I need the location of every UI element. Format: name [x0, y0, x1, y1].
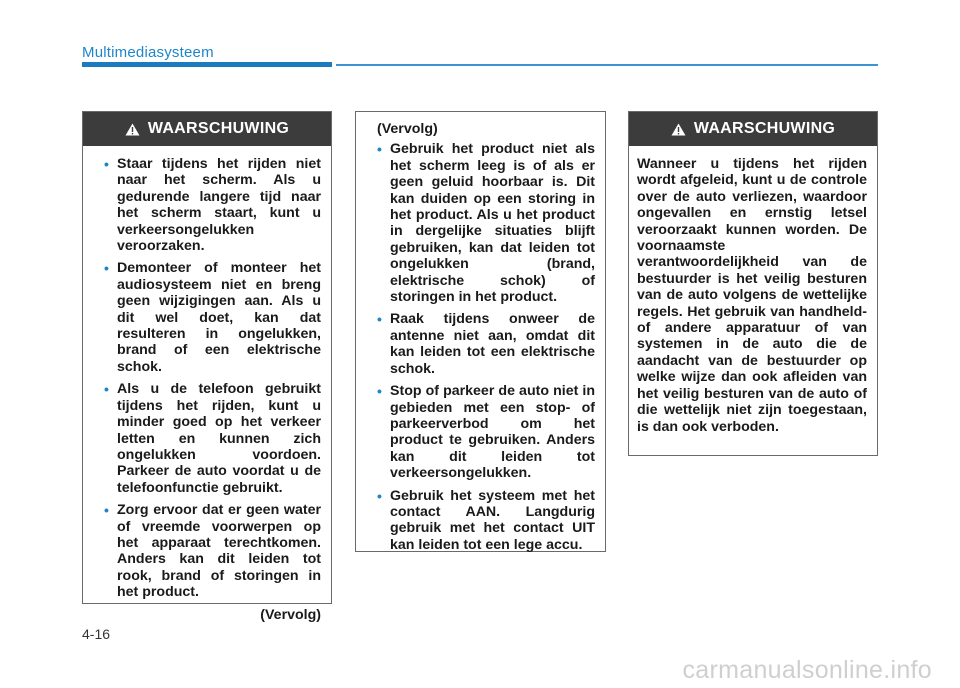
warning-list: [104, 156, 321, 601]
header-rule-thin: [336, 64, 878, 66]
warning-header: [83, 112, 331, 146]
header-rule-thick: [82, 62, 332, 67]
list-item: • Stop of parkeer de auto niet in gebieden met een stop- of parkeerverbod om het product te gebruiken. Anders kan dit leiden tot verkeersongelukken.: [377, 383, 595, 482]
bullet-icon: •: [104, 260, 109, 277]
bullet-icon: •: [377, 141, 382, 158]
list-item: • Gebruik het product niet als het scherm leeg is of als er geen geluid hoorbaar is. Dit kan duiden op een storing in het product. Als u het product in dergelijke situaties blijft gebruiken, kan dat leiden tot ongelukken (brand, elektrische schok) of storingen in het product.: [377, 141, 595, 306]
list-item: • Demonteer of monteer het audiosysteem niet en breng geen wijzigingen aan. Als u dit wel doet, kan dat resulteren in ongelukken, brand of een elektrische schok.: [104, 260, 321, 375]
bullet-icon: •: [377, 383, 382, 400]
bullet-icon: •: [377, 311, 382, 328]
warning-text: Wanneer u tijdens het rijden wordt afgeleid, kunt u de controle over de auto verliezen, waardoor ongevallen en ernstig letsel veroorzaakt kunnen worden. De voornaamste verantwoordelijkheid van de bestuurder is het veilig besturen van de auto volgens de wettelijke regels. Het gebruik van handheld- of andere apparatuur of van systemen in de auto die de aandacht van de bestuurder op welke wijze dan ook afleiden van het veilig besturen van de auto of die wettelijk niet zijn toegestaan, is dan ook verboden.: [637, 156, 867, 435]
warning-header: [629, 112, 877, 146]
list-item: • Gebruik het systeem met het contact AAN. Langdurig gebruik met het contact UIT kan leiden tot een lege accu.: [377, 487, 595, 553]
continuation-body: [356, 112, 605, 569]
bullet-icon: •: [377, 487, 382, 504]
watermark: carmanualsonline.info: [682, 656, 932, 684]
warning-list: [377, 141, 595, 553]
bullet-icon: •: [104, 381, 109, 398]
warning-body: [83, 146, 331, 633]
warning-title: WAARSCHUWING: [147, 120, 290, 137]
warning-body: [629, 146, 877, 445]
continued-label: (Vervolg): [377, 121, 438, 137]
continued-label: (Vervolg): [260, 606, 321, 623]
warning-triangle-icon: [125, 123, 140, 136]
list-item: • Als u de telefoon gebruikt tijdens het rijden, kunt u minder goed op het verkeer letten en kunnen zich ongelukken voordoen. Parkeer de auto voordat u de telefoonfunctie gebruikt.: [104, 381, 321, 496]
continuation-box: [355, 111, 606, 552]
page-number: 4-16: [82, 626, 111, 642]
warning-triangle-icon: [671, 123, 686, 136]
bullet-icon: •: [104, 502, 109, 519]
list-item: • Staar tijdens het rijden niet naar het scherm. Als u gedurende langere tijd naar het scherm staart, kunt u verkeersongelukken veroorzaken.: [104, 156, 321, 255]
list-item: • Zorg ervoor dat er geen water of vreemde voorwerpen op het apparaat terechtkomen. Anders kan dit leiden tot rook, brand of storingen in het product.: [104, 502, 321, 601]
section-title: Multimediasysteem: [82, 44, 214, 61]
warning-box-right: [628, 111, 878, 456]
bullet-icon: •: [104, 156, 109, 172]
list-item: • Raak tijdens onweer de antenne niet aan, omdat dit kan leiden tot een elektrische schok.: [377, 311, 595, 377]
warning-box-left: [82, 111, 332, 623]
warning-title: WAARSCHUWING: [693, 120, 836, 137]
